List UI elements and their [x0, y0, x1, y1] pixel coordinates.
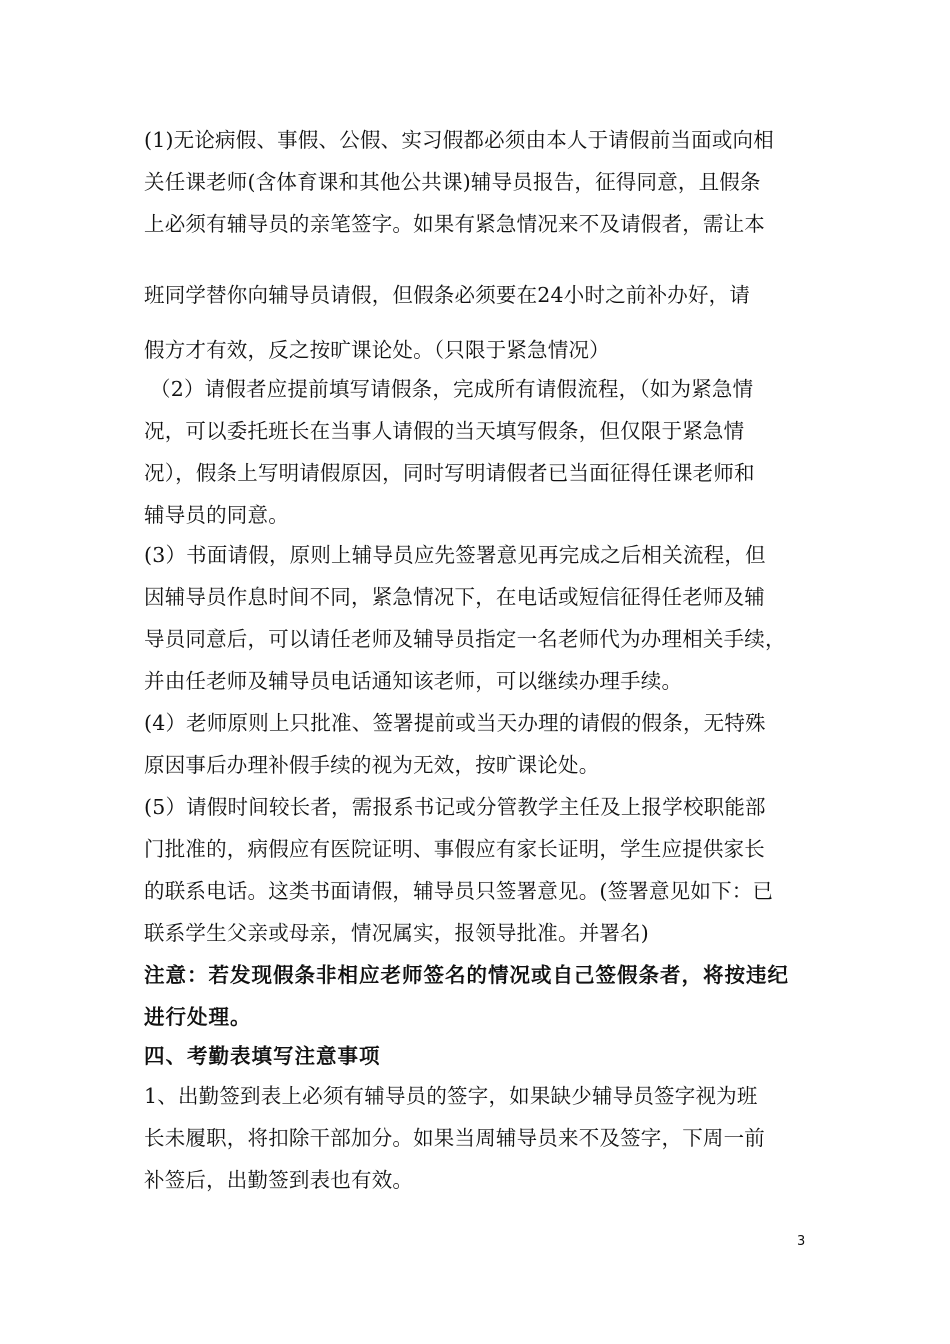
paragraph-line: (5）请假时间较长者，需报系书记或分管教学主任及上报学校职能部: [144, 795, 766, 819]
paragraph-line: 况，可以委托班长在当事人请假的当天填写假条，但仅限于紧急情: [144, 419, 745, 443]
paragraph-line: 的联系电话。这类书面请假，辅导员只签署意见。(签署意见如下：已: [144, 879, 774, 903]
paragraph-line: (1)无论病假、事假、公假、实习假都必须由本人于请假前当面或向相: [144, 128, 774, 152]
paragraph-line: 联系学生父亲或母亲，情况属实，报领导批准。并署名): [144, 921, 649, 945]
page-number: 3: [797, 1234, 806, 1249]
paragraph-line: 况），假条上写明请假原因，同时写明请假者已当面征得任课老师和: [144, 461, 755, 485]
paragraph-line: 补签后，出勤签到表也有效。: [144, 1168, 414, 1192]
paragraph-line: 并由任老师及辅导员电话通知该老师，可以继续办理手续。: [144, 669, 683, 693]
section-heading: 四、考勤表填写注意事项: [144, 1044, 381, 1068]
paragraph-line: 因辅导员作息时间不同，紧急情况下，在电话或短信征得任老师及辅: [144, 585, 765, 609]
paragraph-line: 1、出勤签到表上必须有辅导员的签字，如果缺少辅导员签字视为班: [144, 1084, 758, 1108]
paragraph-line: 上必须有辅导员的亲笔签字。如果有紧急情况来不及请假者，需让本: [144, 212, 765, 236]
paragraph-line: 长未履职，将扣除干部加分。如果当周辅导员来不及签字，下周一前: [144, 1126, 765, 1150]
paragraph-line: 假方才有效，反之按旷课论处。（只限于紧急情况）: [144, 338, 610, 362]
paragraph-line: 辅导员的同意。: [144, 503, 289, 527]
paragraph-line: 原因事后办理补假手续的视为无效，按旷课论处。: [144, 753, 600, 777]
notice-line: 进行处理。: [144, 1005, 252, 1029]
notice-line: 注意：若发现假条非相应老师签名的情况或自己签假条者，将按违纪: [144, 963, 789, 987]
paragraph-line: (4）老师原则上只批准、签署提前或当天办理的请假的假条，无特殊: [144, 711, 766, 735]
paragraph-line: 导员同意后，可以请任老师及辅导员指定一名老师代为办理相关手续，: [144, 627, 786, 651]
paragraph-line: (3）书面请假，原则上辅导员应先签署意见再完成之后相关流程，但: [144, 543, 766, 567]
paragraph-line: （2）请假者应提前填写请假条，完成所有请假流程，（如为紧急情: [150, 377, 754, 401]
paragraph-line: 关任课老师(含体育课和其他公共课)辅导员报告，征得同意，且假条: [144, 170, 761, 194]
paragraph-line: 门批准的，病假应有医院证明、事假应有家长证明，学生应提供家长: [144, 837, 765, 861]
paragraph-line: 班同学替你向辅导员请假，但假条必须要在24小时之前补办好，请: [144, 283, 751, 307]
